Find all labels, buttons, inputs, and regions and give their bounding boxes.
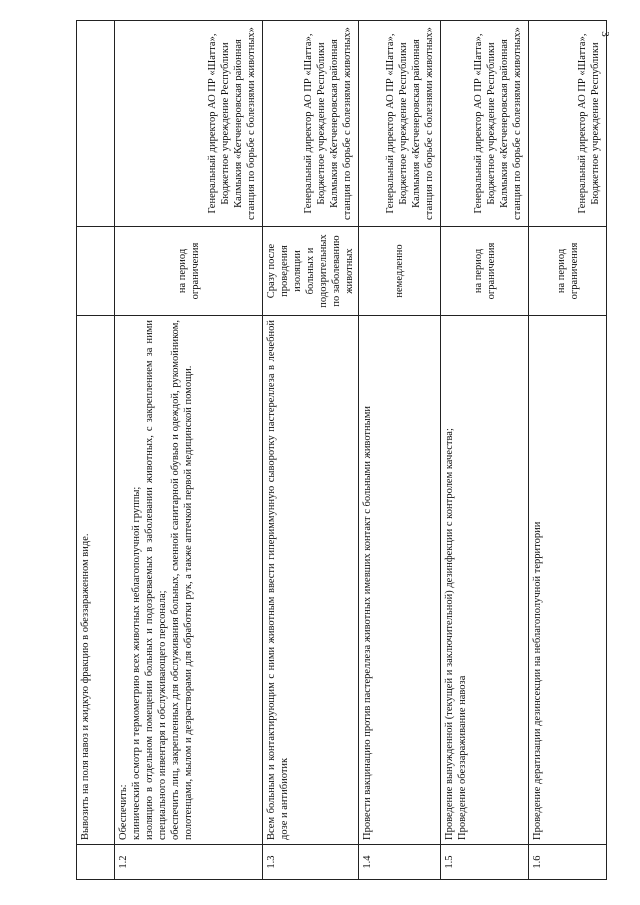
term-cell: Сразу после проведения изоляции больных и подозрительных по заболеванию животных (263, 227, 359, 316)
page-number: 3 (598, 31, 611, 37)
table-row (441, 21, 529, 880)
measure-text: Вывозить на поля навоз и жидкую фракцию в обеззараженном виде. (80, 533, 91, 840)
document-area (76, 20, 601, 880)
responsible-cell: Генеральный директор АО ПР «Шатта», Бюджетное учреждение Республики Калмыкия «Кетченеровская районная станция по борьбе с болезнями животных» (263, 21, 359, 227)
measure-text: Проведение вынужденной (текущей и заключительной) дезинфекции с контролем качества; (444, 428, 455, 840)
table-row (529, 21, 607, 880)
responsible-cell (77, 21, 115, 227)
measure-text: Провести вакцинацию против пастереллеза животных имевших контакт с больными животными (362, 406, 373, 840)
responsible-cell: Генеральный директор АО ПР «Шатта», Бюджетное учреждение Республики Калмыкия «Кетченеровская районная станция по борьбе с болезнями животных» (441, 21, 529, 227)
measure-text: Проведение обеззараживание навоза (457, 675, 468, 840)
row-number: 1.5 (441, 845, 529, 880)
responsible-cell: Генеральный директор АО ПР «Шатта», Бюджетное учреждение Республики Калмыкия «Кетченеровская районная станция по борьбе с болезнями животных» (359, 21, 441, 227)
measure-text: клинический осмотр и термометрию всех животных неблагополучной группы; (131, 486, 142, 840)
measure-text: Обеспечить: (118, 784, 129, 840)
row-number: 1.6 (529, 845, 607, 880)
measure-cell (77, 316, 115, 845)
table-row (263, 21, 359, 880)
responsible-cell: Генеральный директор АО ПР «Шатта», Бюджетное учреждение Республики (529, 21, 607, 227)
measure-text: изоляцию в отдельном помещении больных и подозреваемых в заболевании животных, с закреплением за ними специального инвентаря и обслуживающего персонала; (144, 320, 168, 840)
measures-table (76, 20, 607, 880)
table-row (77, 21, 115, 880)
term-cell (77, 227, 115, 316)
measure-cell (263, 316, 359, 845)
row-number (77, 845, 115, 880)
term-cell: на период ограничения (529, 227, 607, 316)
measure-cell (529, 316, 607, 845)
term-cell: немедленно (359, 227, 441, 316)
measure-text: Проведение дератизации дезинсекции на неблагополучной территории (532, 521, 543, 840)
measure-text: Всем больным и контактирующим с ними животным ввести гипериммунную сыворотку пастереллеза в лечебной дозе и антибиотик (266, 320, 290, 840)
row-number: 1.2 (115, 845, 263, 880)
table-row (115, 21, 263, 880)
term-cell: на период ограничения (441, 227, 529, 316)
measure-cell (359, 316, 441, 845)
measure-cell (441, 316, 529, 845)
row-number: 1.3 (263, 845, 359, 880)
term-cell: на период ограничения (115, 227, 263, 316)
responsible-cell: Генеральный директор АО ПР «Шатта», Бюджетное учреждение Республики Калмыкия «Кетченеровская районная станция по борьбе с болезнями животных» (115, 21, 263, 227)
measure-text: обеспечить лиц, закрепленных для обслуживания больных, сменной санитарной обувью и одеждой, рукомойником, полотенцами, мылом и дезрастворами для обработки рук, а также аптечкой первой медицинской помощи. (170, 320, 194, 840)
measure-cell (115, 316, 263, 845)
table-row (359, 21, 441, 880)
row-number: 1.4 (359, 845, 441, 880)
